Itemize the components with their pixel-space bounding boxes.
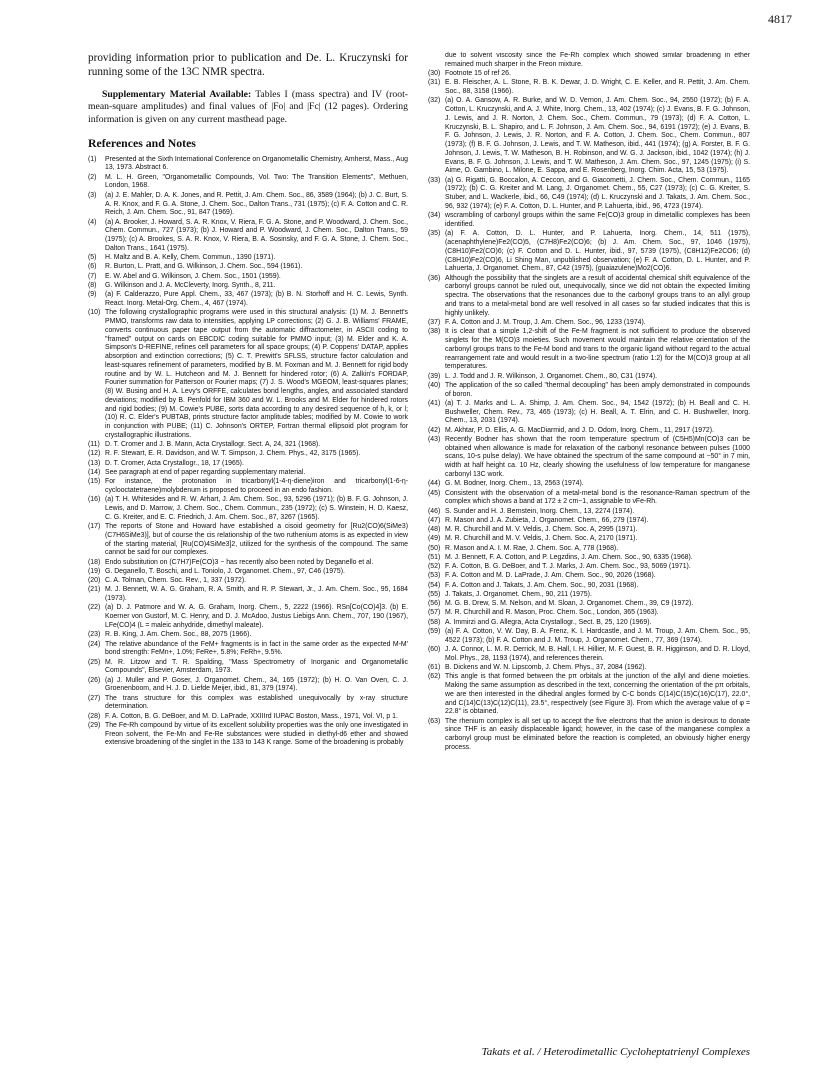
reference-number: (47) — [428, 516, 441, 524]
reference-item — [428, 490, 750, 508]
reference-text: M. R. Churchill and M. V. Veldis, J. Chem. Soc. A, 2170 (1971). — [445, 535, 638, 543]
reference-number: (61) — [428, 664, 441, 672]
reference-number: (9) — [88, 291, 97, 299]
reference-text: R. Mason and A. I. M. Rae, J. Chem. Soc. A, 778 (1968). — [445, 544, 619, 552]
reference-text: F. A. Cotton, B. G. DeBoer, and M. D. LaPrade, XXIIIrd IUPAC Boston, Mass., 1971, Vol. VI, p 1. — [105, 712, 398, 720]
reference-number: (32) — [428, 97, 441, 105]
reference-number: (13) — [88, 459, 101, 467]
reference-text: C. A. Tolman, Chem. Soc. Rev., 1, 337 (1972). — [105, 577, 247, 585]
reference-number: (1) — [88, 155, 97, 163]
reference-item — [88, 460, 408, 469]
reference-item — [428, 517, 750, 526]
reference-number: (18) — [88, 558, 101, 566]
reference-number: (29) — [88, 721, 101, 729]
reference-item — [88, 604, 408, 630]
reference-text: M. J. Bennett, F. A. Cotton, and P. Legzdins, J. Am. Chem. Soc., 90, 6335 (1968). — [445, 553, 693, 561]
reference-item — [428, 545, 750, 554]
reference-text: A. Immirzi and G. Allegra, Acta Crystallogr., Sect. B, 25, 120 (1969). — [445, 618, 652, 626]
reference-item — [88, 282, 408, 291]
page-number: 4817 — [768, 12, 792, 26]
reference-number: (55) — [428, 590, 441, 598]
reference-number: (10) — [88, 309, 101, 317]
reference-item — [428, 328, 750, 372]
reference-text: Presented at the Sixth International Conference on Organometallic Chemistry, Amherst, Mass., Aug 13, 1973. Abstract 6. — [105, 155, 408, 172]
reference-number: (26) — [88, 676, 101, 684]
reference-text: D. T. Cromer and J. B. Mann, Acta Crystallogr. Sect. A, 24, 321 (1968). — [105, 441, 321, 449]
reference-number: (57) — [428, 609, 441, 617]
reference-text: R. Burton, L. Pratt, and G. Wilkinson, J. Chem. Soc., 594 (1961). — [105, 263, 303, 271]
reference-text: For instance, the protonation in tricarbonyl(1-4-η-diene)iron and tricarbonyl(1-6-η-cyclooctatetraene)molybdenum is proposed to proceed in an endo fashion. — [105, 478, 408, 495]
reference-number: (42) — [428, 426, 441, 434]
reference-number: (38) — [428, 328, 441, 336]
reference-number: (63) — [428, 717, 441, 725]
reference-number: (25) — [88, 658, 101, 666]
reference-number: (53) — [428, 572, 441, 580]
reference-text: R. F. Stewart, E. R. Davidson, and W. T. Simpson, J. Chem. Phys., 42, 3175 (1965). — [105, 450, 361, 458]
reference-text: wscrambling of carbonyl groups within the same Fe(CO)3 group in dimetallic complexes has been identified. — [445, 212, 750, 229]
reference-item — [428, 275, 750, 319]
reference-number: (44) — [428, 480, 441, 488]
reference-item — [88, 263, 408, 272]
reference-text: It is clear that a simple 1,2-shift of the Fe-M fragment is not sufficient to produce the observed singlets for the M(CO)3 moieties. Such movement would maintain the relative orientation of the carbonyl groups trans to the Fe-M bond and trans to the organic ligand without regard to the actual rearrangement rate and would result in a two-line spectrum (ratio 1:2) for the M(CO)3 group at all temperatures. — [445, 328, 750, 371]
reference-item — [88, 156, 408, 174]
reference-item — [428, 52, 750, 70]
reference-item — [428, 554, 750, 563]
reference-text: (a) F. A. Cotton, V. W. Day, B. A. Frenz, K. I. Hardcastle, and J. M. Troup, J. Am. Chem. Soc., 95, 4522 (1973); (b) F. A. Cotton and J. M. Troup, J. Organomet. Chem., 77, 369 (1974). — [445, 628, 750, 644]
reference-text: The Fe-Rh compound by virtue of its excellent solubility properties was the only one investigated in Freon solvent, the Fe-Mn and Fe-Re substances were studied in diethyl-d6 ether and showed extensive broadening of the singlet in the 133 to 143 K range. Some of the broadening is probably — [105, 721, 408, 747]
reference-item — [88, 450, 408, 459]
reference-text: Recently Bodner has shown that the room temperature spectrum of (C5H5)Mn(CO)3 can be obtained when allowance is made for relaxation of the carbonyl resonance between pulses (1000 scans, 10-s pulse delay). We have obtained the spectrum of the same compound at −50° in 7 min, width at half height ca. 10 Hz, clearly showing the usefulness of low temperature for manganese carbonyl 13C work. — [445, 435, 750, 478]
reference-item — [428, 70, 750, 79]
reference-text: F. A. Cotton, B. G. DeBoer, and T. J. Marks, J. Am. Chem. Soc., 93, 5069 (1971). — [445, 563, 691, 571]
reference-text: (a) O. A. Gansow, A. R. Burke, and W. D. Vernon, J. Am. Chem. Soc., 94, 2550 (1972); (b) F. A. Cotton, L. Kruczynski, and A. J. White, Inorg. Chem., 13, 402 (1974); (c) J. Evans, B. F. G. Johnson, J. Lewis, and J. R. Norton, J. Chem. Soc., Chem. Commun., 79 (1973); (d) F. A. Cotton, L. Kruczynski, B. L. Shapiro, and L. F. Johnson, J. Am. Chem. Soc., 94, 6191 (1972); (e) J. Evans, B. F. G. Johnson, J. Lewis, J. R. Norton, and F. A. Cotton, J. Chem. Soc., Chem. Commun., 807 (1973); (f) B. F. G. Johnson, J. Lewis, and T. W. Matheson, ibid., 441 (1974); (g) A. Forster, B. F. G. Johnson, J. Lewis, T. W. Matheson, B. H. Robinson, and W. G. J. Jackson, ibid., 1042 (1974); (h) J. Evans, B. F. G. Johnson, J. Lewis, and T. W. Matheson, J. Am. Chem. Soc., 97, 1245 (1975); (i) S. Aime, O. Gambino, L. Milone, E. Sappa, and E. Rosenberg, Inorg. Chim. Acta, 15, 53 (1975). — [445, 97, 750, 175]
reference-number: (8) — [88, 281, 97, 289]
reference-number: (19) — [88, 567, 101, 575]
reference-text: M. R. Churchill and R. Mason, Proc. Chem. Soc., London, 365 (1963). — [445, 609, 659, 617]
reference-number: (36) — [428, 274, 441, 282]
reference-number: (23) — [88, 631, 101, 639]
reference-item — [428, 480, 750, 489]
reference-text: E. W. Abel and G. Wilkinson, J. Chem. Soc., 1501 (1959). — [105, 272, 281, 280]
reference-item — [88, 478, 408, 496]
running-footer: Takats et al. / Heterodimetallic Cycloheptatrienyl Complexes — [481, 1046, 750, 1058]
reference-item — [88, 695, 408, 713]
reference-text: M. J. Bennett, W. A. G. Graham, R. A. Smith, and R. P. Stewart, Jr., J. Am. Chem. Soc., 95, 1684 (1973). — [105, 586, 408, 603]
reference-number: (20) — [88, 577, 101, 585]
reference-number — [428, 52, 445, 70]
reference-text: The reports of Stone and Howard have established a cisoid geometry for [Ru2(CO)6(SiMe3)(C7H6SiMe3)], but of course the cis relationship of the two ruthenium atoms is as expected in view of the starting material, [Ru(CO)4SiMe3]2, utilized for the synthesis of the compound. The same cannot be said for our complexes. — [105, 523, 408, 557]
reference-item — [428, 436, 750, 480]
reference-number: (40) — [428, 381, 441, 389]
reference-text: This angle is that formed between the pπ orbitals at the junction of the allyl and diene moieties. Making the same assumption as described in the text, concerning the orientation of the pπ orbitals, we are then interested in the dihedral angles formed by C-C bonds C(14)C(15)C(16)C(17), 22.0°, and C(14)C(13)C(12)C(11), 23.5°, respectively (see Figure 3). From which the average value of φ = 22.8° is obtained. — [445, 673, 750, 716]
reference-item — [88, 577, 408, 586]
right-reference-list — [428, 52, 750, 753]
reference-number: (31) — [428, 79, 441, 87]
reference-item — [428, 582, 750, 591]
reference-number: (15) — [88, 478, 101, 486]
reference-item — [428, 97, 750, 176]
reference-text: (a) F. Calderazzo, Pure Appl. Chem., 33, 467 (1973); (b) B. N. Storhoff and H. C. Lewis, Synth. React. Inorg. Metal-Org. Chem., 4, 467 (1974). — [105, 291, 408, 307]
reference-item — [428, 563, 750, 572]
reference-number: (6) — [88, 263, 97, 271]
reference-number: (17) — [88, 523, 101, 531]
reference-item — [428, 619, 750, 628]
reference-item — [88, 559, 408, 568]
reference-number: (41) — [428, 399, 441, 407]
reference-text: due to solvent viscosity since the Fe-Rh complex which showed similar broadening in ether remained much sharper in the Freon mixture. — [445, 52, 750, 68]
reference-number: (21) — [88, 586, 101, 594]
reference-item — [88, 722, 408, 748]
reference-text: G. Deganello, T. Boschi, and L. Toniolo, J. Organomet. Chem., 97, C46 (1975). — [105, 567, 345, 575]
left-reference-list — [88, 156, 408, 749]
reference-item — [88, 631, 408, 640]
reference-text: M. R. Litzow and T. R. Spalding, "Mass Spectrometry of Inorganic and Organometallic Compounds", Elsevier, Amsterdam, 1973. — [105, 658, 408, 675]
reference-text: Consistent with the observation of a metal-metal bond is the resonance-Raman spectrum of the complex which shows a band at 172 ± 2 cm−1, assignable to νFe-Rh. — [445, 489, 750, 506]
reference-item — [428, 535, 750, 544]
reference-text: J. A. Connor, L. M. R. Derrick, M. B. Hall, I. H. Hillier, M. F. Guest, B. R. Higginson, and D. R. Lloyd, Mol. Phys., 28, 1193 (1974), and references therein. — [445, 646, 750, 662]
reference-number: (14) — [88, 468, 101, 476]
reference-text: F. A. Cotton and M. D. LaPrade, J. Am. Chem. Soc., 90, 2026 (1968). — [445, 572, 656, 580]
reference-number: (4) — [88, 218, 97, 226]
reference-text: H. Maltz and B. A. Kelly, Chem. Commun., 1390 (1971). — [105, 254, 276, 262]
reference-number: (48) — [428, 526, 441, 534]
reference-number: (46) — [428, 507, 441, 515]
supplementary-material — [88, 89, 408, 125]
reference-item — [88, 496, 408, 522]
reference-item — [88, 174, 408, 192]
supplementary-label: Supplementary Material Available: — [102, 89, 252, 101]
reference-item — [428, 526, 750, 535]
reference-item — [428, 572, 750, 581]
reference-item — [88, 273, 408, 282]
reference-text: Footnote 15 of ref 26. — [445, 70, 511, 78]
reference-text: See paragraph at end of paper regarding supplementary material. — [105, 468, 306, 476]
references-heading: References and Notes — [88, 135, 196, 150]
reference-text: Although the possibility that the singlets are a result of accidental chemical shift equivalence of the carbonyl groups cannot be ruled out, unequivocally, since we did not obtain the expected limiting spectra. The observations that the resonances due to the carbonyl groups trans to an allyl group and trans to a metal-metal bond are well resolved in all cases so far studied indicates that this is highly unlikely. — [445, 274, 750, 317]
reference-text: (a) J. Muller and P. Goser, J. Organomet. Chem., 34, 165 (1972); (b) H. O. Van Oven, C. J. Groenenboom, and H. J. D. Liefde Meijer, ibid., 81, 379 (1974). — [105, 676, 408, 693]
reference-text: F. A. Cotton and J. M. Troup, J. Am. Chem. Soc., 96, 1233 (1974). — [445, 318, 646, 326]
reference-text: The relative abundance of the FeM+ fragments is in fact in the same order as the expected M-M' bond strength: FeMn+, 1.0%; FeRe+, 5.8%; FeRh+, 9.5%. — [105, 640, 408, 657]
reference-text: Endo substitution on (C7H7)Fe(CO)3 − has recently also been noted by Deganello et al. — [105, 558, 374, 566]
reference-text: R. Mason and J. A. Zubieta, J. Organomet. Chem., 66, 279 (1974). — [445, 516, 649, 524]
reference-number: (11) — [88, 441, 100, 449]
reference-text: R. B. King, J. Am. Chem. Soc., 88, 2075 (1966). — [105, 631, 252, 639]
reference-text: M. G. B. Drew, S. M. Nelson, and M. Sloan, J. Organomet. Chem., 39, C9 (1972). — [445, 600, 694, 608]
intro-paragraph: providing information prior to publication and De. L. Kruczynski for running some of the 13C NMR spectra. — [88, 52, 408, 78]
reference-number: (5) — [88, 254, 97, 262]
reference-number: (60) — [428, 646, 441, 654]
reference-text: D. T. Cromer, Acta Crystallogr., 18, 17 (1965). — [105, 459, 244, 467]
reference-text: J. Takats, J. Organomet. Chem., 90, 211 (1975). — [445, 590, 592, 598]
reference-text: (a) T. H. Whitesides and R. W. Arhart, J. Am. Chem. Soc., 93, 5296 (1971); (b) B. F. G. Johnson, J. Lewis, and D. Marrow, J. Chem. Soc., Chem. Commun., 235 (1972); (c) S. Winstein, H. D. Kaesz, C. G. Kreiter, and E. C. Friedrich, J. Am. Chem. Soc., 87, 3267 (1965). — [105, 496, 408, 521]
reference-item — [428, 177, 750, 212]
reference-number: (3) — [88, 191, 97, 199]
reference-number: (50) — [428, 544, 441, 552]
reference-number: (54) — [428, 581, 441, 589]
supplementary-text: Tables I (mass spectra) and IV (root-mean-square amplitudes) and final values of |Fo| and |Fc| (12 pages). Ordering information is given on any current masthead page. — [88, 89, 408, 125]
reference-text: S. Sunder and H. J. Bernstein, Inorg. Chem., 13, 2274 (1974). — [445, 507, 635, 515]
reference-number: (56) — [428, 600, 441, 608]
reference-text: (a) T. J. Marks and L. A. Shimp, J. Am. Chem. Soc., 94, 1542 (1972); (b) H. Beall and C. H. Bushweller, Chem. Rev., 73, 465 (1973); (c) H. Beall, A. T. Elrin, and C. H. Bushweller, Inorg. Chem., 13, 2031 (1974). — [445, 399, 750, 425]
reference-text: G. M. Bodner, Inorg. Chem., 13, 2563 (1974). — [445, 480, 584, 488]
reference-item — [428, 79, 750, 97]
reference-item — [88, 291, 408, 309]
reference-item — [428, 628, 750, 646]
reference-item — [88, 713, 408, 722]
reference-text: (a) G. Rigatti, G. Boccalon, A. Ceccon, and G. Giacometti, J. Chem. Soc., Chem. Commun., 1165 (1972); (b) C. G. Kreiter and M. Lang, J. Organomet. Chem., 55, C27 (1973); (c) C. G. Kreiter, S. Stuber, and L. Wackerle, ibid., 66, C49 (1974); (d) L. Kruczynski and J. Takats, J. Am. Chem. Soc., 96, 932 (1974); (e) F. A. Cotton, D. L. Hunter, and P. Lahuerta, ibid., 96, 4723 (1974). — [445, 176, 750, 211]
reference-item — [428, 373, 750, 382]
reference-item — [428, 508, 750, 517]
reference-number: (62) — [428, 673, 441, 681]
reference-text: The rhenium complex is all set up to accept the five electrons that the anion is desirous to donate since THF is an easily displaceable ligand; however, in the case of the manganese complex a carbonyl group must be eliminated before the reaction is completed, an obviously higher energy process. — [445, 717, 750, 751]
reference-text: M. R. Churchill and M. V. Veldis, J. Chem. Soc. A, 2995 (1971). — [445, 526, 638, 534]
reference-text: The application of the so called "thermal decoupling" has been amply demonstrated in compounds of boron. — [445, 381, 750, 398]
reference-item — [88, 586, 408, 604]
reference-text: E. B. Fleischer, A. L. Stone, R. B. K. Dewar, J. D. Wright, C. E. Keller, and R. Pettit, J. Am. Chem. Soc., 88, 3158 (1966). — [445, 79, 750, 96]
reference-number: (43) — [428, 435, 441, 443]
reference-item — [428, 427, 750, 436]
reference-item — [428, 212, 750, 230]
reference-text: M. L. H. Green, "Organometallic Compounds, Vol. Two: The Transition Elements", Methuen, London, 1968. — [105, 173, 408, 190]
reference-number: (24) — [88, 640, 101, 648]
reference-item — [88, 309, 408, 440]
reference-item — [88, 641, 408, 659]
reference-number: (12) — [88, 450, 101, 458]
reference-number: (34) — [428, 212, 441, 220]
reference-item — [88, 441, 408, 450]
reference-item — [88, 254, 408, 263]
reference-text: G. Wilkinson and J. A. McCleverty, Inorg. Synth., 8, 211. — [105, 281, 276, 289]
reference-item — [428, 319, 750, 328]
reference-item — [88, 659, 408, 677]
reference-text: The following crystallographic programs were used in this structural analysis: (1) M. J. Bennett's PMMO, transforms raw data to intensities, applying LP corrections; (2) G. J. B. Williams' FRAME, converts continuous paper tape output from the automatic diffractometer, in ASCII coding to "framed" output on cards on EBCDIC coding suitable for PMMO input; (3) M. Elder and K. A. Simpson's D-REFINE, refines cell parameters for all space groups; (4) P. Coppens' DATAP, applies absorption and extinction corrections; (5) C. T. Prewitt's SFLSS, structure factor calculation and least-squares refinement of parameters, modified by B. M. Foxman and M. J. Bennett for rigid body routine and by W. L. Hutcheon and M. J. Bennett for hindered rotor; (6) A. Zalkin's FORDAP, Fourier summation for Patterson or Fourier maps; (7) J. S. Wood's MGEOM, least-squares planes; (8) W. Busing and H. A. Levy's ORFFE, calculates bond lengths, angles, and associated standard deviations; modified by B. Penfold for IBM 360 and W. L. Brooks and M. Elder for hindered rotors and rigid bodies; (9) M. Cowie's PUBE, sorts data according to any desired sequence of h, k, or l; (10) R. C. Elder's PUBTAB, prints structure factor amplitude tables; modified by M. Cowie to work in conjunction with PUBE; (11) C. Johnson's ORTEP, Fortran thermal ellipsoid plot program for crystallographic illustrations. — [105, 309, 408, 439]
reference-item — [88, 469, 408, 478]
reference-text: F. A. Cotton and J. Takats, J. Am. Chem. Soc., 90, 2031 (1968). — [445, 581, 639, 589]
reference-number: (35) — [428, 230, 441, 238]
reference-item — [88, 192, 408, 218]
reference-item — [428, 591, 750, 600]
reference-item — [428, 600, 750, 609]
reference-number: (33) — [428, 176, 441, 184]
reference-number: (22) — [88, 604, 101, 612]
reference-number: (30) — [428, 70, 441, 78]
reference-item — [88, 568, 408, 577]
reference-text: B. Dickens and W. N. Lipscomb, J. Chem. Phys., 37, 2084 (1962). — [445, 664, 647, 672]
reference-text: L. J. Todd and J. R. Wilkinson, J. Organomet. Chem., 80, C31 (1974). — [445, 372, 658, 380]
reference-text: (a) D. J. Patmore and W. A. G. Graham, Inorg. Chem., 5, 2222 (1966). RSn[Co(CO)4]3. (b) E. Koerner von Gustorf, M. C. Henry, and D. J. McAdoo, Justus Liebigs Ann. Chem., 707, 190 (1967), LFe(CO)4 (L = maleic anhydride, dimethyl maleate). — [105, 604, 408, 629]
reference-item — [428, 673, 750, 717]
reference-number: (52) — [428, 563, 441, 571]
left-column — [88, 52, 408, 1028]
reference-item — [428, 646, 750, 664]
right-column — [428, 52, 750, 1016]
reference-number: (37) — [428, 318, 441, 326]
reference-number: (7) — [88, 272, 97, 280]
reference-number: (16) — [88, 496, 101, 504]
reference-number: (45) — [428, 489, 441, 497]
reference-item — [88, 523, 408, 558]
reference-item — [428, 609, 750, 618]
reference-number: (27) — [88, 694, 101, 702]
reference-text: M. Akhtar, P. D. Ellis, A. G. MacDiarmid, and J. D. Odom, Inorg. Chem., 11, 2917 (1972). — [445, 426, 714, 434]
reference-text: (a) F. A. Cotton, D. L. Hunter, and P. Lahuerta, Inorg. Chem., 14, 511 (1975), (acenaphthylene)Fe2(CO)5, (C7H8)Fe2(CO)6; (b) J. Am. Chem. Soc., 97, 1046 (1975), (C8H10)Fe2(CO)6; (c) F. Cotton and D. L. Hunter, ibid., 97, 5739 (1975), (C8H12)Fe2CO6; (d) (C8H10)Fe2(CO)6, Li Shing Man, unpublished observation; (e) F. A. Cotton, D. L. Hunter, and P. Lahuerta, J. Organomet. Chem., 87, C42 (1975), (guaiazulene)Mo2(CO)6. — [445, 230, 750, 273]
reference-item — [428, 664, 750, 673]
reference-item — [428, 400, 750, 426]
reference-text: (a) J. E. Mahler, D. A. K. Jones, and R. Pettit, J. Am. Chem. Soc., 86, 3589 (1964); (b) J. C. Burt, S. A. R. Knox, and F. G. A. Stone, J. Chem. Soc., Dalton Trans., 731 (1975); (c) F. A. Cotton and C. R. Reich, J. Am. Chem. Soc., 91, 847 (1969). — [105, 191, 408, 217]
reference-text: (a) A. Brooker, J. Howard, S. A. R. Knox, V. Riera, F. G. A. Stone, and P. Woodward, J. Chem. Soc., Chem. Commun., 727 (1973); (b) J. Howard and P. Woodward, J. Chem. Soc., Dalton Trans., 59 (1975); (c) A. Brookes, S. A. R. Knox, V. Riera, B. A. Sosinsky, and F. G. A. Stone, J. Chem. Soc., Dalton Trans., 1641 (1975). — [105, 218, 408, 252]
reference-number: (49) — [428, 535, 441, 543]
reference-number: (51) — [428, 553, 441, 561]
reference-number: (58) — [428, 618, 441, 626]
reference-number: (28) — [88, 712, 101, 720]
reference-text: The trans structure for this complex was established unequivocally by x-ray structure determination. — [105, 694, 408, 711]
reference-item — [428, 718, 750, 753]
reference-number: (59) — [428, 628, 441, 635]
reference-item — [88, 677, 408, 695]
reference-item — [428, 230, 750, 274]
reference-item — [428, 382, 750, 400]
reference-item — [88, 219, 408, 254]
reference-number: (39) — [428, 372, 441, 380]
reference-number: (2) — [88, 173, 97, 181]
